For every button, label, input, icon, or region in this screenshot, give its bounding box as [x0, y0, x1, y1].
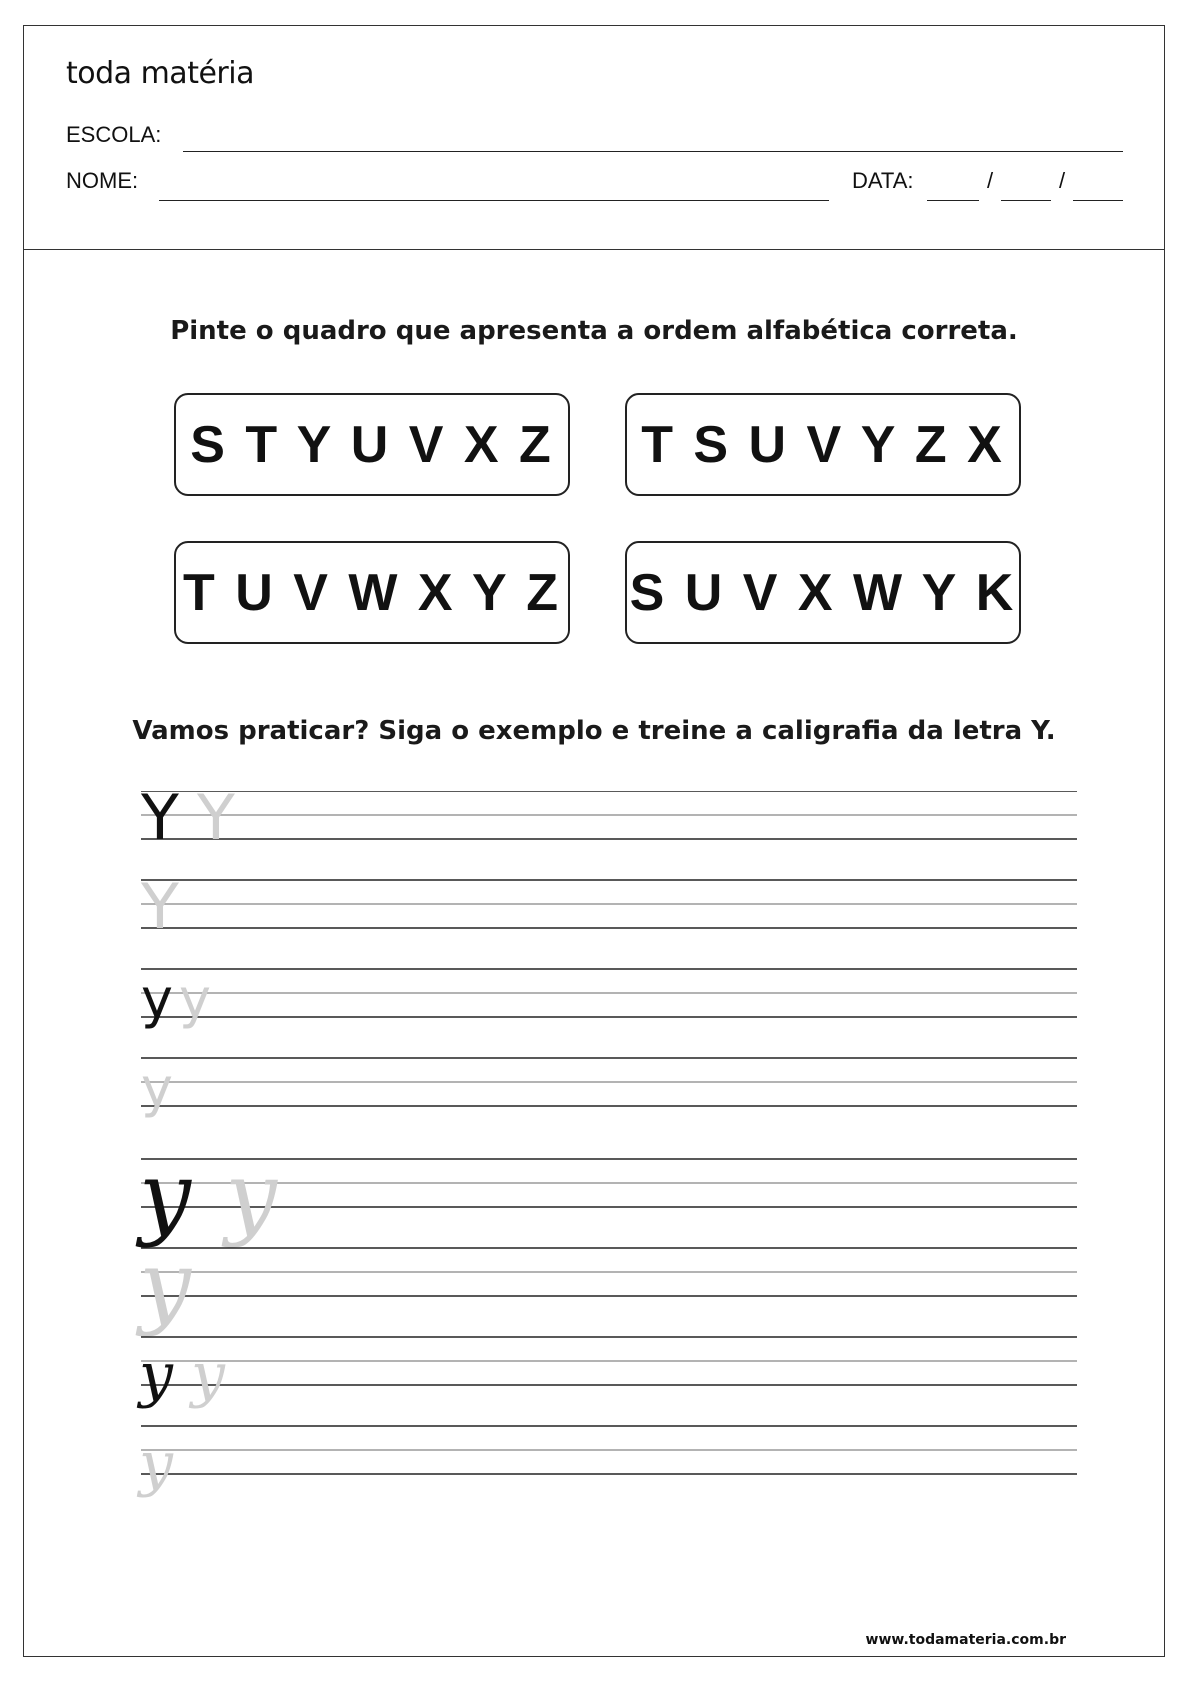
trace-letter: y [141, 1056, 173, 1119]
option-box-3[interactable] [174, 541, 570, 644]
option-box-2[interactable] [625, 393, 1021, 496]
model-letter: y [139, 1142, 191, 1249]
option-letters: T U V W X Y Z [182, 563, 561, 622]
exercise1-instruction: Pinte o quadro que apresenta a ordem alfabética correta. [170, 316, 1018, 346]
date-day-field[interactable] [927, 200, 979, 201]
name-label: NOME: [66, 168, 139, 193]
option-letters: S T Y U V X Z [190, 415, 554, 474]
model-letter: Y [141, 791, 179, 854]
school-label: ESCOLA: [66, 122, 162, 147]
date-separator: / [1059, 168, 1066, 193]
trace-letter: y [225, 1142, 277, 1249]
school-field[interactable] [183, 151, 1123, 152]
exercise2-instruction: Vamos praticar? Siga o exemplo e treine a caligrafia da letra Y. [132, 716, 1056, 746]
date-label: DATA: [852, 168, 914, 193]
date-year-field[interactable] [1073, 200, 1123, 201]
trace-letter: y [191, 1340, 225, 1410]
option-box-1[interactable] [174, 393, 570, 496]
model-letter: y [141, 967, 173, 1030]
trace-letter: Y [141, 870, 179, 943]
worksheet-page [23, 25, 1165, 1657]
trace-letter: y [179, 967, 211, 1030]
date-separator: / [987, 168, 994, 193]
handwriting-lines [117, 791, 1082, 1611]
name-field[interactable] [159, 200, 829, 201]
trace-letter: y [139, 1429, 173, 1499]
option-box-4[interactable] [625, 541, 1021, 644]
option-letters: S U V X W Y K [629, 563, 1017, 622]
date-month-field[interactable] [1001, 200, 1051, 201]
trace-letter: y [139, 1231, 191, 1338]
model-letter: y [139, 1340, 173, 1410]
handwriting-practice-area[interactable] [117, 791, 1082, 1611]
option-letters: T S U V Y Z X [641, 415, 1005, 474]
brand-logo: toda matéria [66, 56, 254, 91]
footer-url: www.todamateria.com.br [865, 1632, 1066, 1648]
header-divider [24, 249, 1164, 250]
trace-letter: Y [197, 791, 235, 854]
